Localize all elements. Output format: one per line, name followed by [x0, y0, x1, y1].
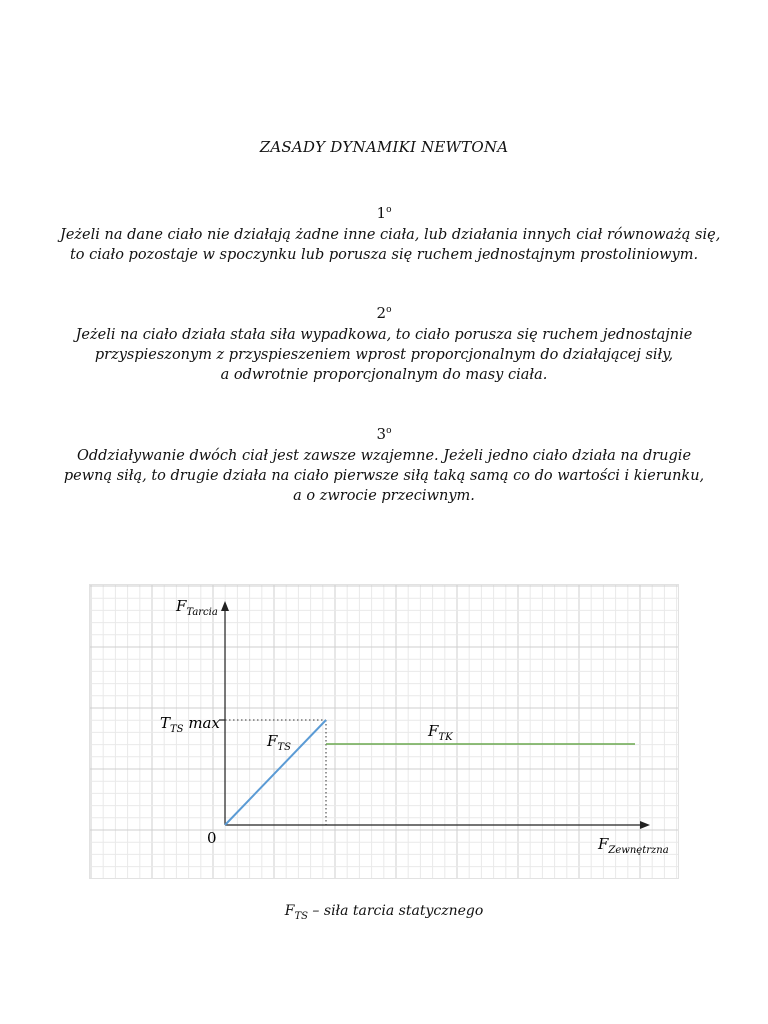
law-number: 2$^o$: [376, 304, 392, 322]
y-axis-label: $F_{Tarcia}$: [176, 597, 218, 618]
law-text-line: a o zwrocie przeciwnym.: [293, 488, 475, 504]
diagram-caption: $F_{TS}$ – siła tarcia statycznego: [284, 903, 484, 922]
law-3: [60, 421, 708, 506]
x-axis-arrow: [640, 821, 650, 829]
law-text-line: przyspieszonym z przyspieszeniem wprost proporcjonalnym do działającej siły,: [94, 347, 674, 363]
law-1: [60, 200, 721, 265]
law-text-line: Oddziaływanie dwóch ciał jest zawsze wzajemne. Jeżeli jedno ciało działa na drugie: [76, 448, 692, 464]
law-number: 1$^o$: [376, 204, 392, 222]
y-axis-arrow: [221, 601, 229, 611]
friction-diagram: [89, 584, 679, 879]
law-text-line: pewną siłą, to drugie działa na ciało pierwsze siłą taką samą co do wartości i kierunku,: [63, 468, 705, 484]
law-text-line: Jeżeli na dane ciało nie działają żadne inne ciała, lub działania innych ciał równoważą się,: [60, 227, 721, 243]
kinetic-friction-label: $F_{TK}$: [428, 722, 453, 743]
static-friction-label: $F_{TS}$: [267, 732, 291, 753]
x-axis-label: $F_{Zewnętrzna}$: [598, 835, 669, 856]
ymax-label: $T_{TS}$ max: [160, 714, 220, 735]
origin-label: 0: [207, 829, 217, 847]
friction-diagram-svg: [90, 585, 678, 878]
law-text-line: Jeżeli na ciało działa stała siła wypadkowa, to ciało porusza się ruchem jednostajnie: [75, 327, 693, 343]
law-text-line: to ciało pozostaje w spoczynku lub porusza się ruchem jednostajnym prostoliniowym.: [69, 247, 699, 263]
law-number: 3$^o$: [376, 425, 392, 443]
law-text-line: a odwrotnie proporcjonalnym do masy ciała.: [220, 367, 548, 383]
page-title: ZASADY DYNAMIKI NEWTONA: [259, 138, 509, 156]
law-2: [60, 300, 708, 385]
